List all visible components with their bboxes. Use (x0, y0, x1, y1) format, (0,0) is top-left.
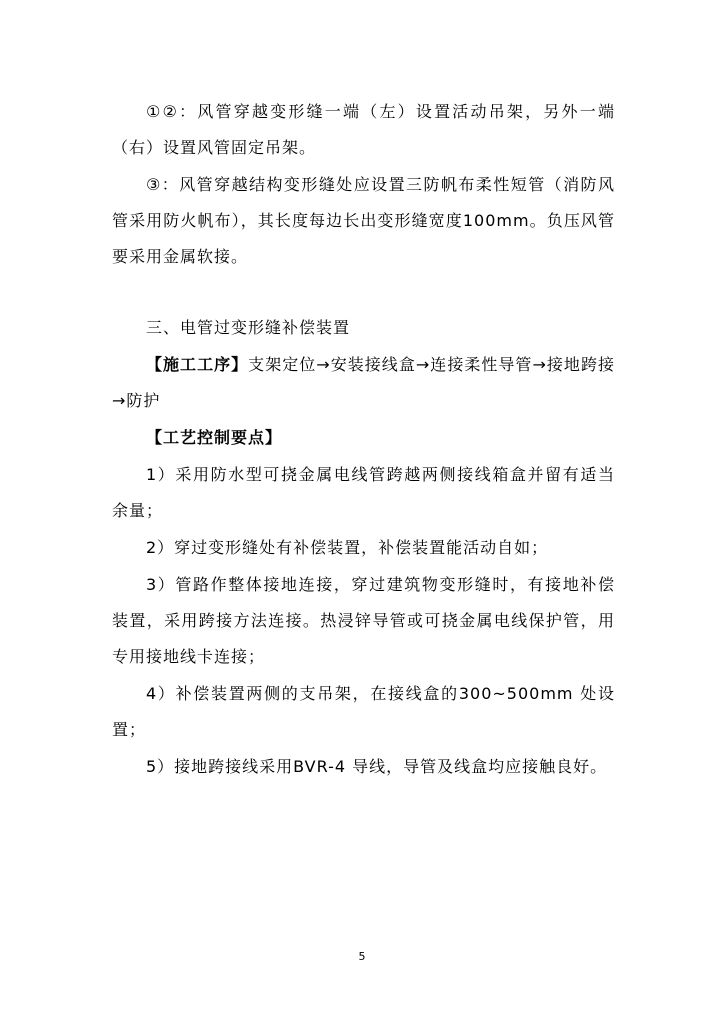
procedure-text: 支架定位→安装接线盒→连接柔性导管→接地跨接→防护 (112, 355, 615, 410)
control-item-1: 1）采用防水型可挠金属电线管跨越两侧接线箱盒并留有适当余量； (112, 465, 615, 520)
paragraph-flexible-duct: ③：风管穿越结构变形缝处应设置三防帆布柔性短管（消防风管采用防火帆布），其长度每边长出变形缝宽度100mm。负压风管要采用金属软接。 (112, 175, 615, 266)
page-number: 5 (358, 950, 366, 963)
paragraph-air-duct-hangers: ①②：风管穿越变形缝一端（左）设置活动吊架，另外一端（右）设置风管固定吊架。 (112, 102, 615, 157)
section-heading: 三、电管过变形缝补偿装置 (146, 318, 351, 337)
procedure-label: 【施工工序】 (146, 355, 249, 374)
control-item-5: 5）接地跨接线采用BVR-4 导线，导管及线盒均应接触良好。 (146, 757, 608, 776)
paragraph-procedure (112, 347, 615, 419)
paragraph-gap (112, 276, 615, 310)
control-item-4: 4）补偿装置两侧的支吊架，在接线盒的300~500mm 处设置； (112, 684, 615, 739)
control-item-3: 3）管路作整体接地连接，穿过建筑物变形缝时，有接地补偿装置，采用跨接方法连接。热浸锌导管或可挠金属电线保护管，用专用接地线卡连接； (112, 575, 615, 666)
control-points-heading: 【工艺控制要点】 (146, 428, 283, 447)
document-body (112, 94, 615, 786)
control-item-2: 2）穿过变形缝处有补偿装置，补偿装置能活动自如； (146, 538, 549, 557)
